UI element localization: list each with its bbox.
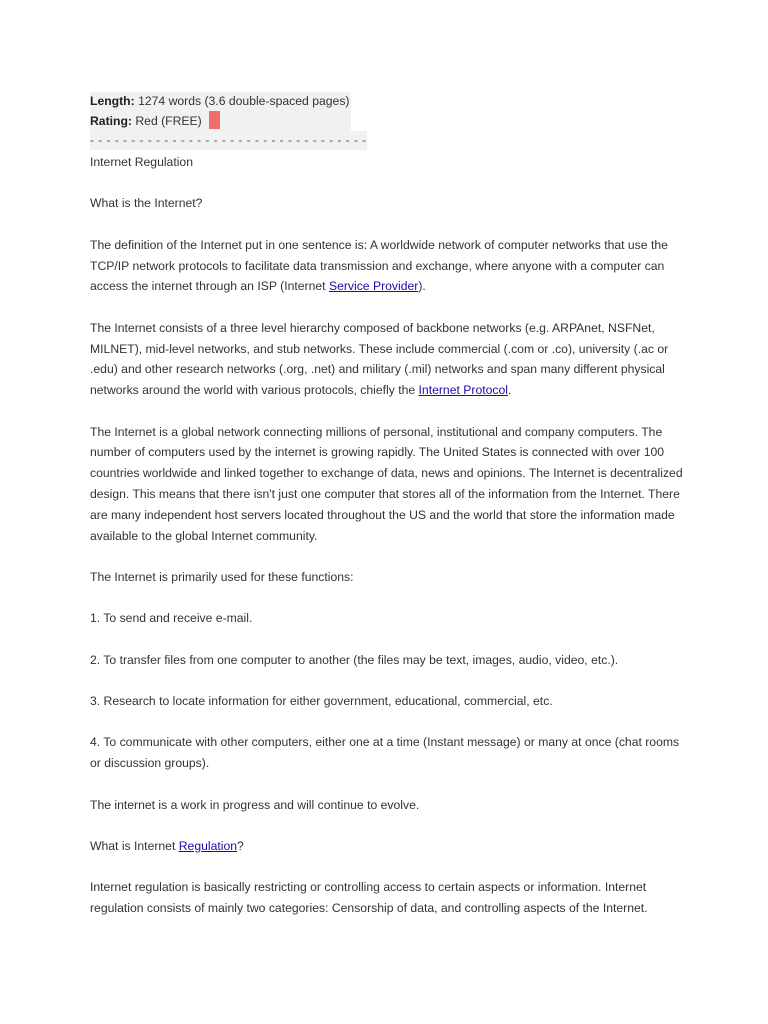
document-page bbox=[90, 92, 690, 940]
paragraph-hierarchy-end: . bbox=[507, 383, 512, 398]
function-item: 2. To transfer files from one computer to another (the files may be text, images, audio, video, etc.). bbox=[90, 652, 619, 667]
paragraph-global-network: The Internet is a global network connecting millions of personal, institutional and company computers. The number of computers used by the internet is growing rapidly. The United States is connected with over 100 countries worldwide and linked together to exchange of data, news and opinions. The Internet is decentralized design. This means that there isn't just one computer that stores all of the information from the Internet. There are many independent host servers located throughout the US and the world that store the information made available to the global Internet community. bbox=[90, 424, 683, 543]
paragraph-work-in-progress: The internet is a work in progress and will continue to evolve. bbox=[90, 797, 420, 812]
paragraph-definition-end: ). bbox=[418, 279, 426, 294]
service-provider-link[interactable]: Service Provider bbox=[328, 279, 419, 294]
dashed-divider: - - - - - - - - - - - - - - - - - - - - - - - - - - - - - - - - - - bbox=[90, 131, 367, 150]
paragraph-hierarchy bbox=[90, 318, 690, 401]
paragraph-definition-text: The definition of the Internet put in one sentence is: A worldwide network of computer networks that use the TCP/IP network protocols to facilitate data transmission and exchange, where anyone with a computer can access the internet through an ISP (Internet bbox=[90, 237, 668, 294]
heading-what-is-regulation bbox=[90, 836, 690, 857]
rating-line bbox=[90, 111, 349, 131]
functions-intro: The Internet is primarily used for these functions: bbox=[90, 569, 354, 584]
regulation-link[interactable]: Regulation bbox=[178, 839, 238, 854]
rating-color-swatch bbox=[209, 111, 220, 129]
document-meta bbox=[90, 92, 351, 131]
heading-regulation-text: What is Internet bbox=[90, 839, 179, 854]
rating-value: Red (FREE) bbox=[135, 114, 202, 128]
length-label: Length: bbox=[90, 94, 135, 108]
document-title: Internet Regulation bbox=[90, 155, 193, 169]
function-item: 4. To communicate with other computers, either one at a time (Instant message) or many at once (chat rooms or discussion groups). bbox=[90, 735, 680, 771]
length-value: 1274 words (3.6 double-spaced pages) bbox=[138, 94, 350, 108]
paragraph-definition bbox=[90, 235, 690, 297]
function-item: 3. Research to locate information for either government, educational, commercial, etc. bbox=[90, 694, 553, 709]
paragraph-hierarchy-text: The Internet consists of a three level hierarchy composed of backbone networks (e.g. ARPAnet, NSFNet, MILNET), mid-level networks, and stub networks. These include commercial (.com or .co), university (.ac or .edu) and other research networks (.org, .net) and military (.mil) networks and span many different physical networks around the world with various protocols, chiefly the bbox=[90, 320, 669, 398]
paragraph-regulation: Internet regulation is basically restricting or controlling access to certain aspects or information. Internet regulation consists of mainly two categories: Censorship of data, and controlling aspects of the Internet. bbox=[90, 880, 648, 916]
internet-protocol-link[interactable]: Internet Protocol bbox=[418, 383, 508, 398]
heading-regulation-end: ? bbox=[237, 839, 244, 854]
function-item: 1. To send and receive e-mail. bbox=[90, 611, 253, 626]
heading-what-is-internet: What is the Internet? bbox=[90, 196, 203, 211]
length-line bbox=[90, 92, 349, 111]
rating-label: Rating: bbox=[90, 114, 132, 128]
